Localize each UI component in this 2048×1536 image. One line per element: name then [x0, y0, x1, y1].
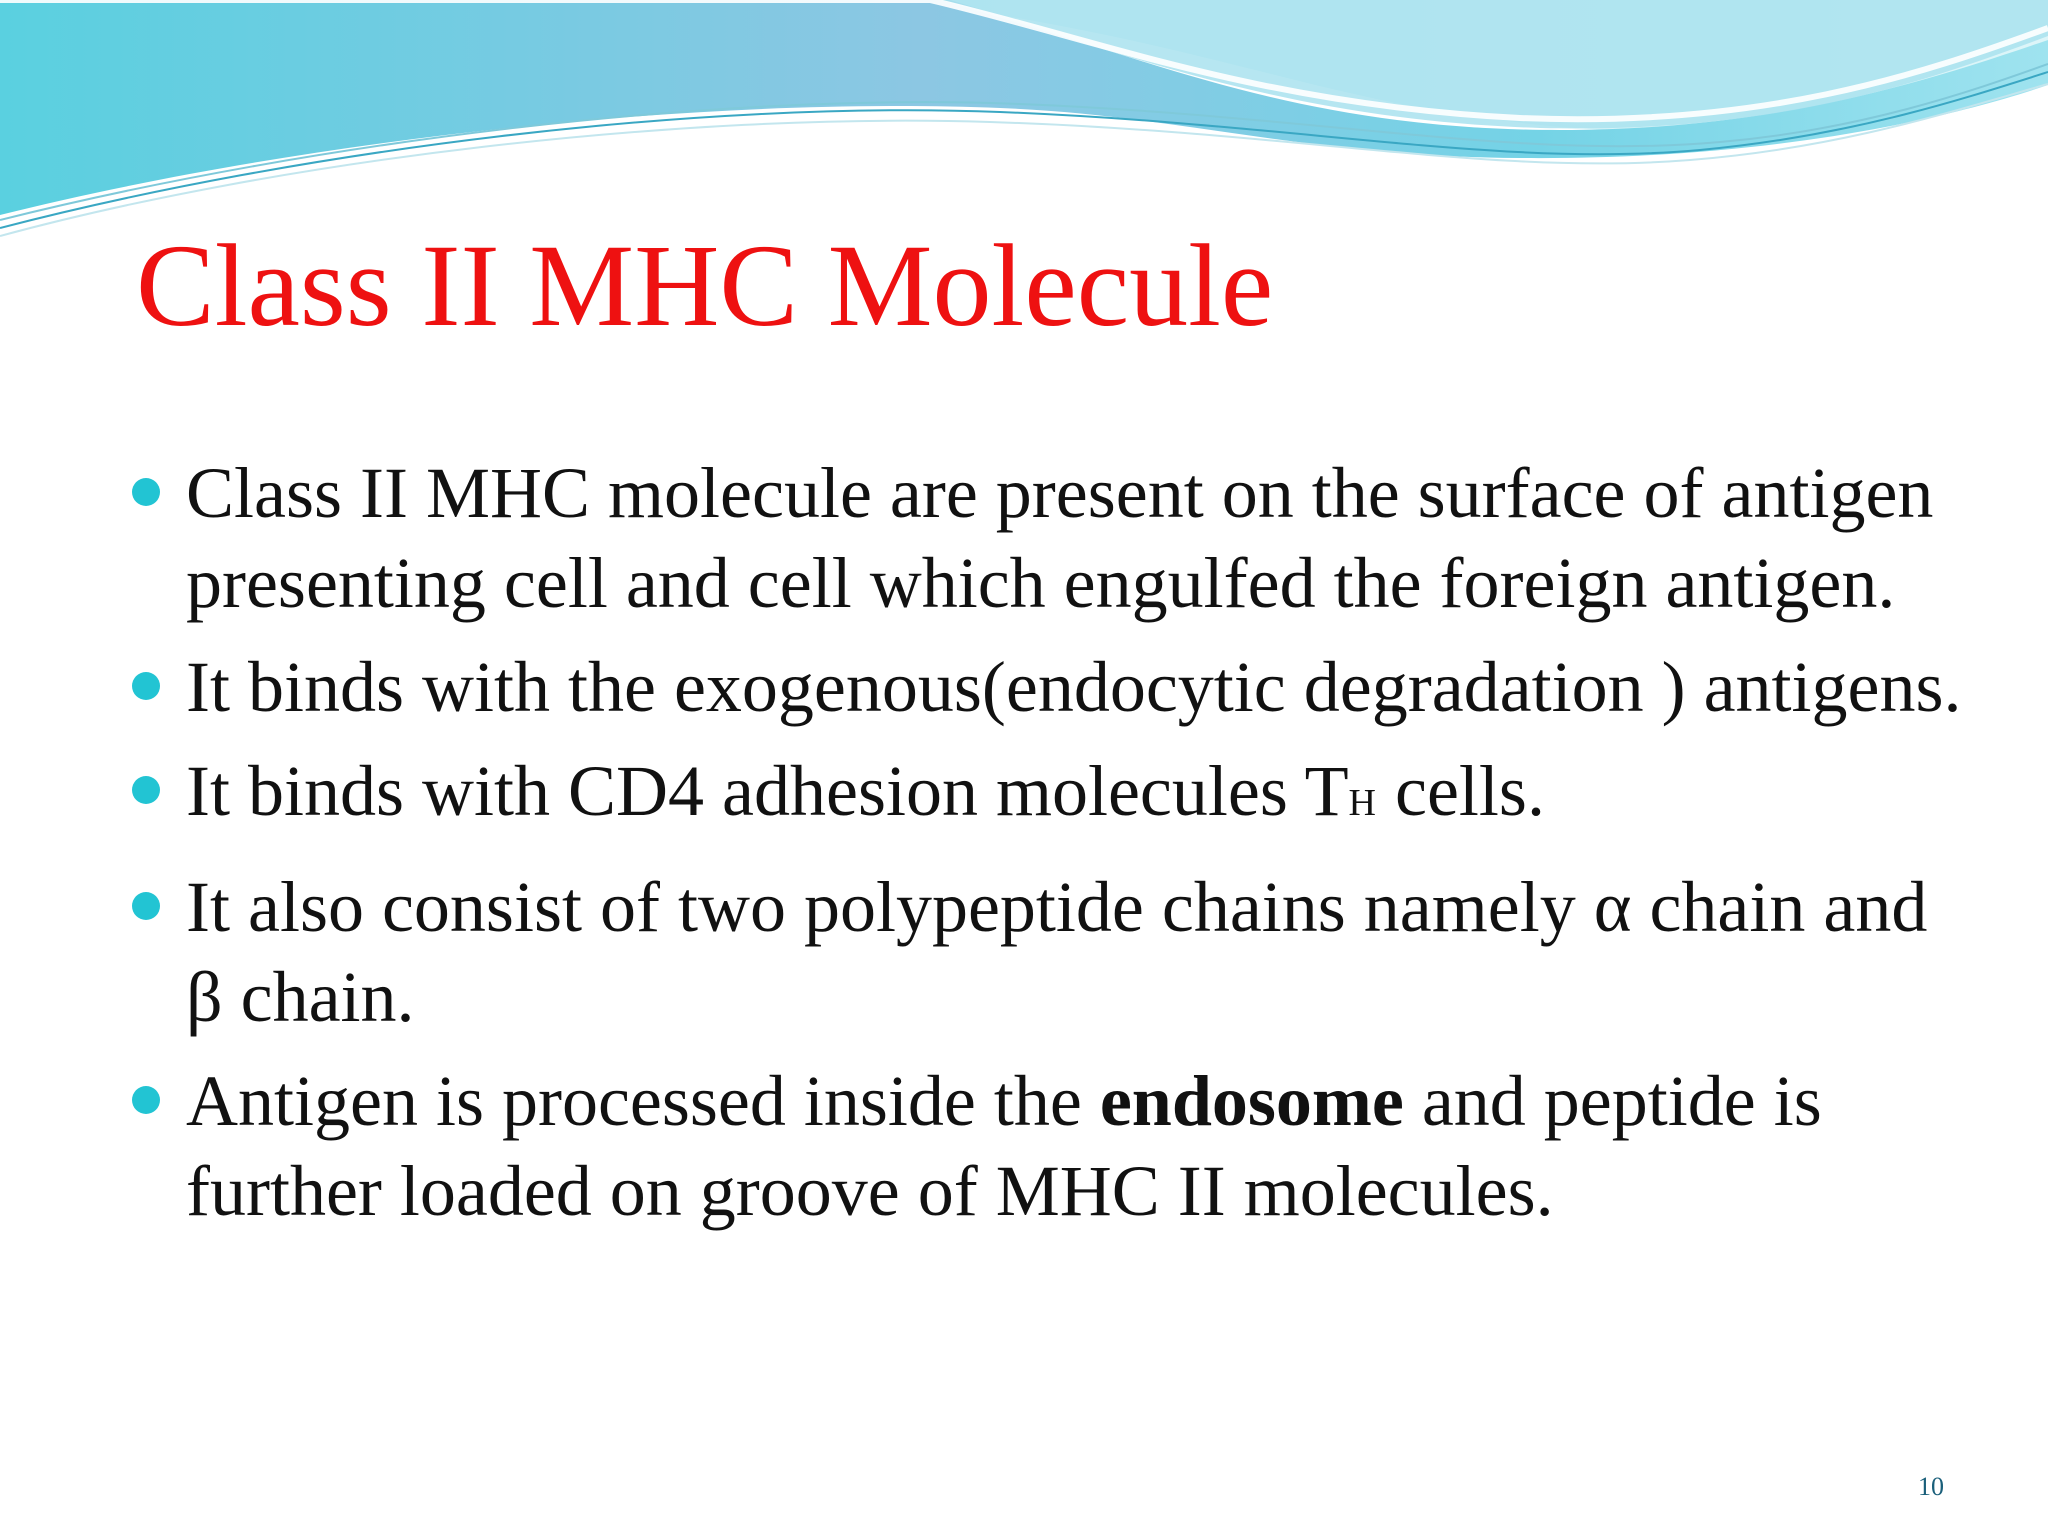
- bullet-item: [186, 642, 1966, 732]
- bullet-text-start: It binds with CD4 adhesion molecules T: [186, 751, 1349, 831]
- slide-title: Class II MHC Molecule: [136, 220, 1274, 351]
- bullet-text: It also consist of two polypeptide chains namely α chain and β chain.: [186, 867, 1928, 1037]
- bullet-text-end: cells.: [1377, 751, 1545, 831]
- bullet-text: It binds with the exogenous(endocytic degradation ) antigens.: [186, 647, 1962, 727]
- subscript-h: H: [1348, 782, 1377, 824]
- bullet-text-end: and peptide is further loaded on groove of MHC II molecules.: [186, 1061, 1822, 1231]
- bullet-list: [186, 448, 1966, 1250]
- bullet-dot-icon: [132, 1086, 160, 1114]
- bullet-text: Class II MHC molecule are present on the surface of antigen presenting cell and cell which engulfed the foreign antigen.: [186, 453, 1934, 623]
- bullet-item: [186, 746, 1966, 848]
- header-wave-decoration: [0, 0, 2048, 240]
- bold-term-endosome: endosome: [1099, 1061, 1404, 1141]
- bullet-dot-icon: [132, 478, 160, 506]
- bullet-dot-icon: [132, 892, 160, 920]
- bullet-dot-icon: [132, 776, 160, 804]
- bullet-item: [186, 862, 1966, 1042]
- bullet-item: [186, 448, 1966, 628]
- bullet-item: [186, 1056, 1966, 1236]
- bullet-dot-icon: [132, 672, 160, 700]
- bullet-text-start: Antigen is processed inside the: [186, 1061, 1100, 1141]
- page-number: 10: [1918, 1472, 1944, 1501]
